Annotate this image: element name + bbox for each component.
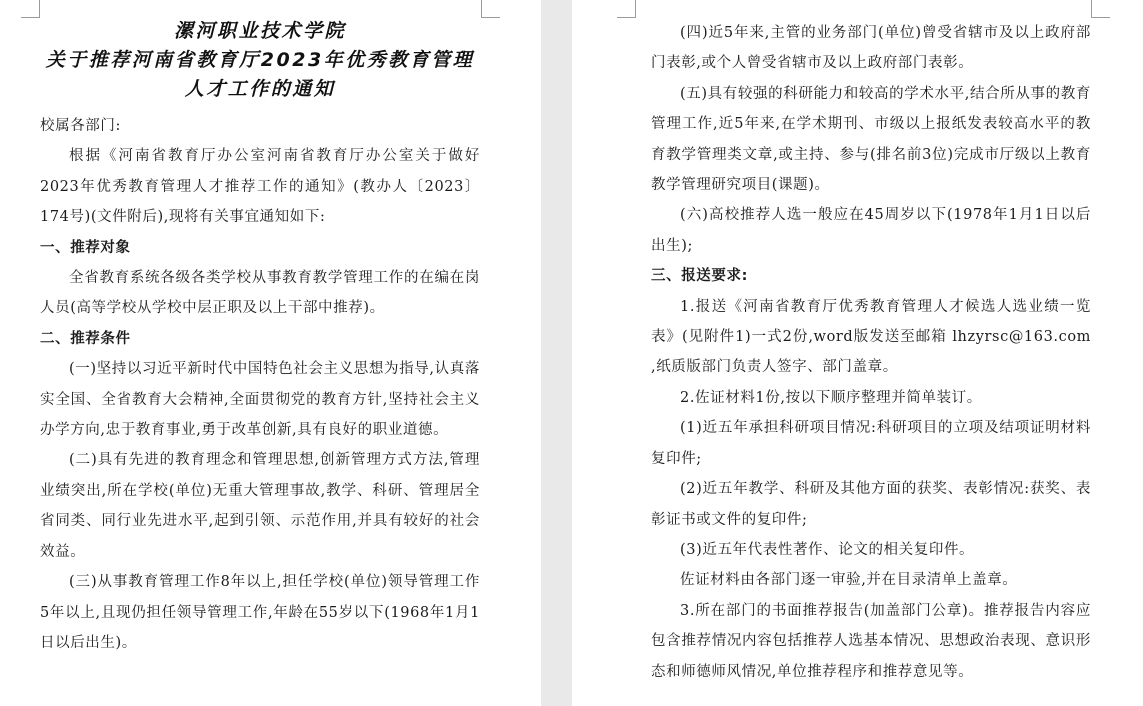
requirement-2-item-2: (2)近五年教学、科研及其他方面的获奖、表彰情况:获奖、表彰证书或文件的复印件; [651,481,1091,528]
document-page-right [572,0,1143,706]
crop-mark-top-left [21,0,40,18]
title-line-1: 漯河职业技术学院 [173,20,346,42]
document-page-left [0,0,541,706]
document-title [40,17,480,104]
section-1-body: 全省教育系统各级各类学校从事教育教学管理工作的在编在岗人员(高等学校从学校中层正职及以上干部中推荐)。 [40,270,480,317]
requirement-2: 2.佐证材料1份,按以下顺序整理并简单装订。 [680,389,982,406]
section-heading-2: 二、推荐条件 [40,330,131,347]
title-line-2: 关于推荐河南省教育厅2023年优秀教育管理 [45,49,475,71]
condition-4: (四)近5年来,主管的业务部门(单位)曾受省辖市及以上政府部门表彰,或个人曾受省辖市及以上政府部门表彰。 [651,25,1091,72]
requirement-2-note: 佐证材料由各部门逐一审验,并在目录清单上盖章。 [680,572,1018,589]
requirement-2-item-1: (1)近五年承担科研项目情况:科研项目的立项及结项证明材料复印件; [651,420,1091,467]
salutation: 校属各部门: [40,118,121,134]
condition-5: (五)具有较强的科研能力和较高的学术水平,结合所从事的教育管理工作,近5年来,在学术期刊、市级以上报纸发表较高水平的教育教学管理类文章,或主持、参与(排名前3位)完成市厅级以上教育教学管理研究项目(课题)。 [651,85,1091,194]
condition-2: (二)具有先进的教育理念和管理思想,创新管理方式方法,管理业绩突出,所在学校(单位)无重大管理事故,教学、科研、管理居全省同类、同行业先进水平,起到引领、示范作用,并具有较好的社会效益。 [40,452,480,560]
requirement-2-item-3: (3)近五年代表性著作、论文的相关复印件。 [680,541,975,558]
title-line-3: 人才工作的通知 [184,78,336,100]
condition-3: (三)从事教育管理工作8年以上,担任学校(单位)领导管理工作5年以上,且现仍担任领导管理工作,年龄在55岁以下(1968年1月1日以后出生)。 [40,574,480,651]
crop-mark-top-right [481,0,500,18]
requirement-1: 1.报送《河南省教育厅优秀教育管理人才候选人选业绩一览表》(见附件1)一式2份,word版发送至邮箱 lhzyrsc@163.com ,纸质版部门负责人签字、部门盖章。 [651,298,1091,376]
left-page-body [40,111,480,658]
condition-1: (一)坚持以习近平新时代中国特色社会主义思想为指导,认真落实全国、全省教育大会精神,全面贯彻党的教育方针,坚持社会主义办学方向,忠于教育事业,勇于改革创新,具有良好的职业道德。 [40,361,480,439]
section-heading-3: 三、报送要求: [651,268,748,285]
requirement-3: 3.所在部门的书面推荐报告(加盖部门公章)。推荐报告内容应包含推荐情况内容包括推荐人选基本情况、思想政治表现、意识形态和师德师风情况,单位推荐程序和推荐意见等。 [651,602,1091,680]
right-page-body [651,18,1091,687]
crop-mark-top-left [617,0,636,18]
intro-paragraph: 根据《河南省教育厅办公室河南省教育厅办公室关于做好2023年优秀教育管理人才推荐工作的通知》(教办人〔2023〕174号)(文件附后),现将有关事宜通知如下: [40,148,480,226]
section-heading-1: 一、推荐对象 [40,239,131,256]
crop-mark-top-right [1091,0,1110,18]
condition-6: (六)高校推荐人选一般应在45周岁以下(1978年1月1日以后出生); [651,207,1091,254]
